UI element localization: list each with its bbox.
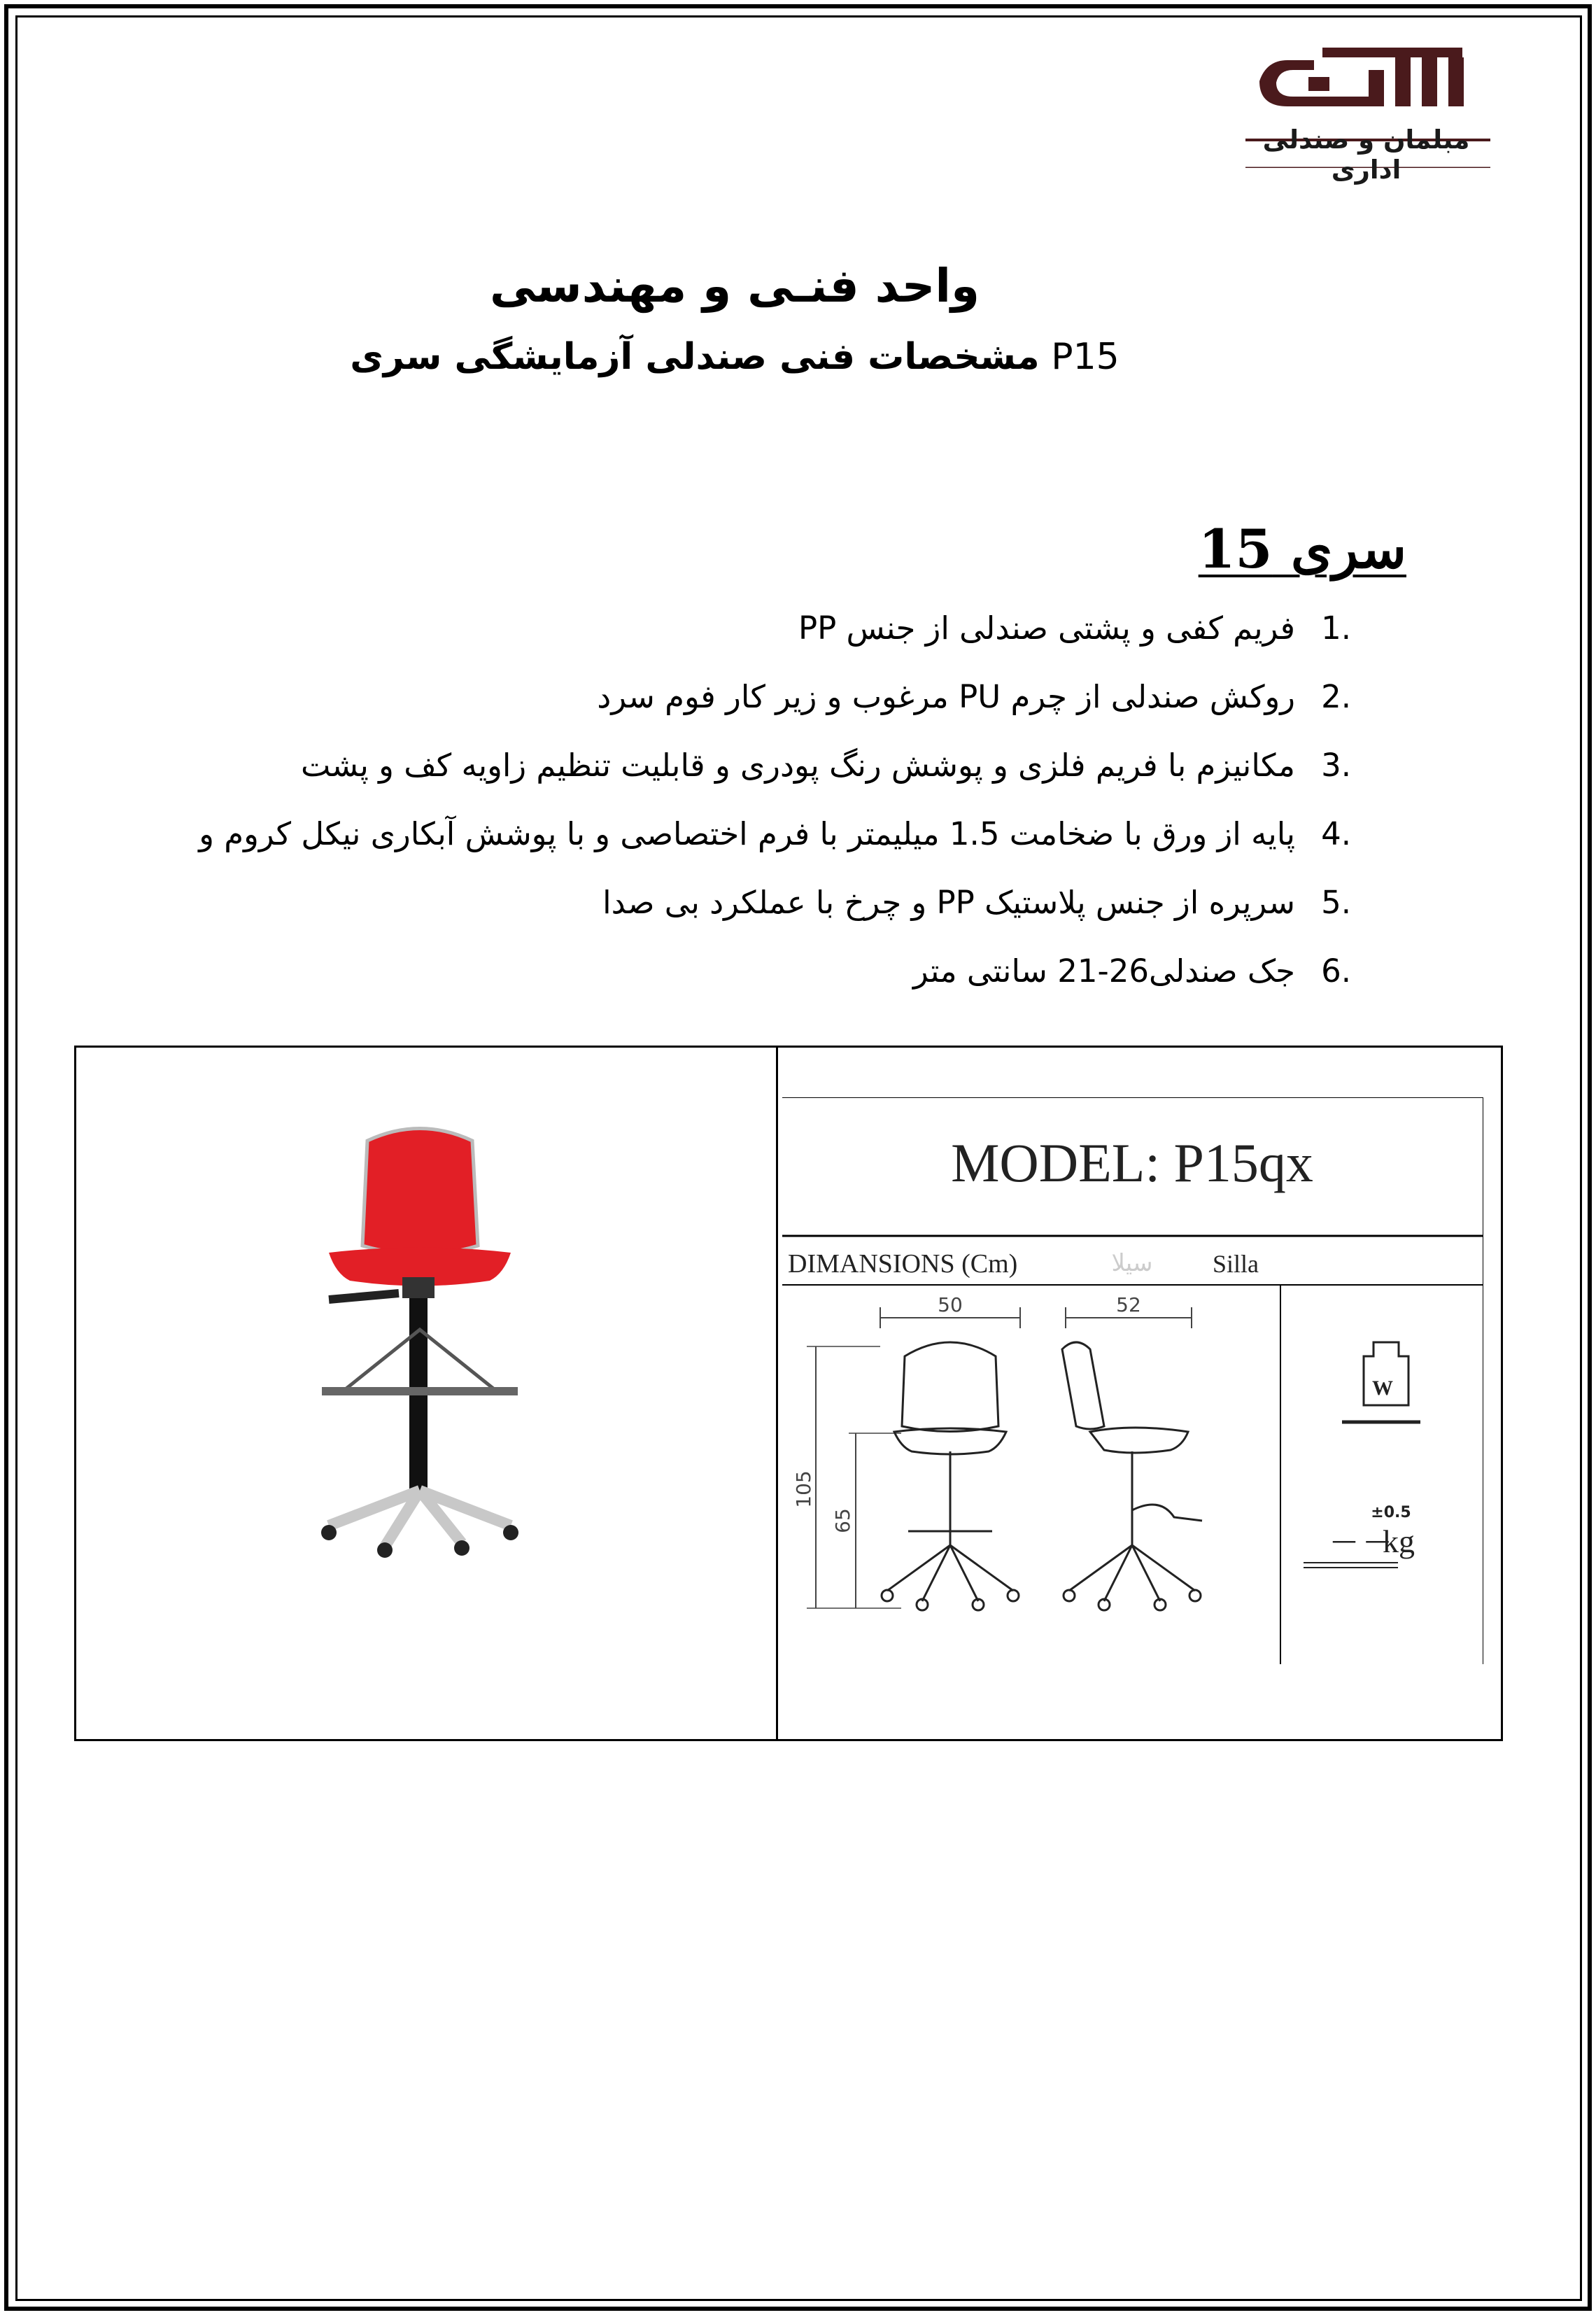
spec-list [22,600,1351,1012]
type-label: Silla [1212,1250,1259,1278]
spec-text: جک صندلی26-21 سانتی متر [913,952,1295,990]
weight-unit: kg [1383,1524,1415,1559]
spec-item [22,738,1351,806]
series-heading: سری 15 [1198,518,1406,580]
spec-number: 5. [1321,884,1351,921]
technical-drawing [782,1097,1483,1664]
spec-number: 3. [1321,747,1351,784]
spec-text: مکانیزم با فریم فلزی و پوشش رنگ پودری و قابلیت تنظیم زاویه کف و پشت [301,747,1295,784]
weight-icon-letter: W [1372,1377,1393,1400]
watermark-logo: سیلا [1111,1249,1153,1277]
spec-item [22,600,1351,669]
weight-value: — — [1332,1526,1390,1555]
spec-text: فریم کفی و پشتی صندلی از جنس PP [798,610,1295,647]
height-total-label: 105 [792,1470,815,1508]
logo-tagline: مبلمان و صندلی اداری [1262,125,1470,185]
spec-text: روکش صندلی از چرم PU مرغوب و زیر کار فوم سرد [597,678,1295,715]
spec-item [22,806,1351,875]
width-side-label: 52 [1116,1293,1141,1316]
subtitle-text: مشخصات فنی صندلی آزمایشگی سری [350,336,1040,378]
spec-item [22,875,1351,943]
dimensions-label: DIMANSIONS (Cm) [788,1249,1018,1279]
width-front-label: 50 [938,1293,963,1316]
department-title: واحد فنـی و مهندسی [490,259,980,313]
spec-number: 2. [1321,678,1351,715]
side-view-drawing [1062,1342,1202,1610]
spec-number: 6. [1321,952,1351,990]
chair-photo [301,1120,539,1582]
spec-item [22,943,1351,1012]
front-view-drawing [882,1342,1019,1610]
spec-item [22,669,1351,738]
subtitle-model: P15 [1051,336,1120,378]
model-label: MODEL: P15qx [951,1132,1313,1193]
height-seat-label: 65 [831,1508,854,1533]
spec-text: سرپره از جنس پلاستیک PP و چرخ با عملکرد بی صدا [602,884,1295,921]
document-subtitle [0,336,1469,378]
spec-text: پایه از ورق با ضخامت 1.5 میلیمتر با فرم اختصاصی و با پوشش آبکاری نیکل کروم و [199,815,1295,852]
table-divider [776,1048,778,1739]
spec-number: 1. [1321,610,1351,647]
weight-tolerance: ±0.5 [1371,1504,1411,1521]
spec-number: 4. [1321,815,1351,852]
